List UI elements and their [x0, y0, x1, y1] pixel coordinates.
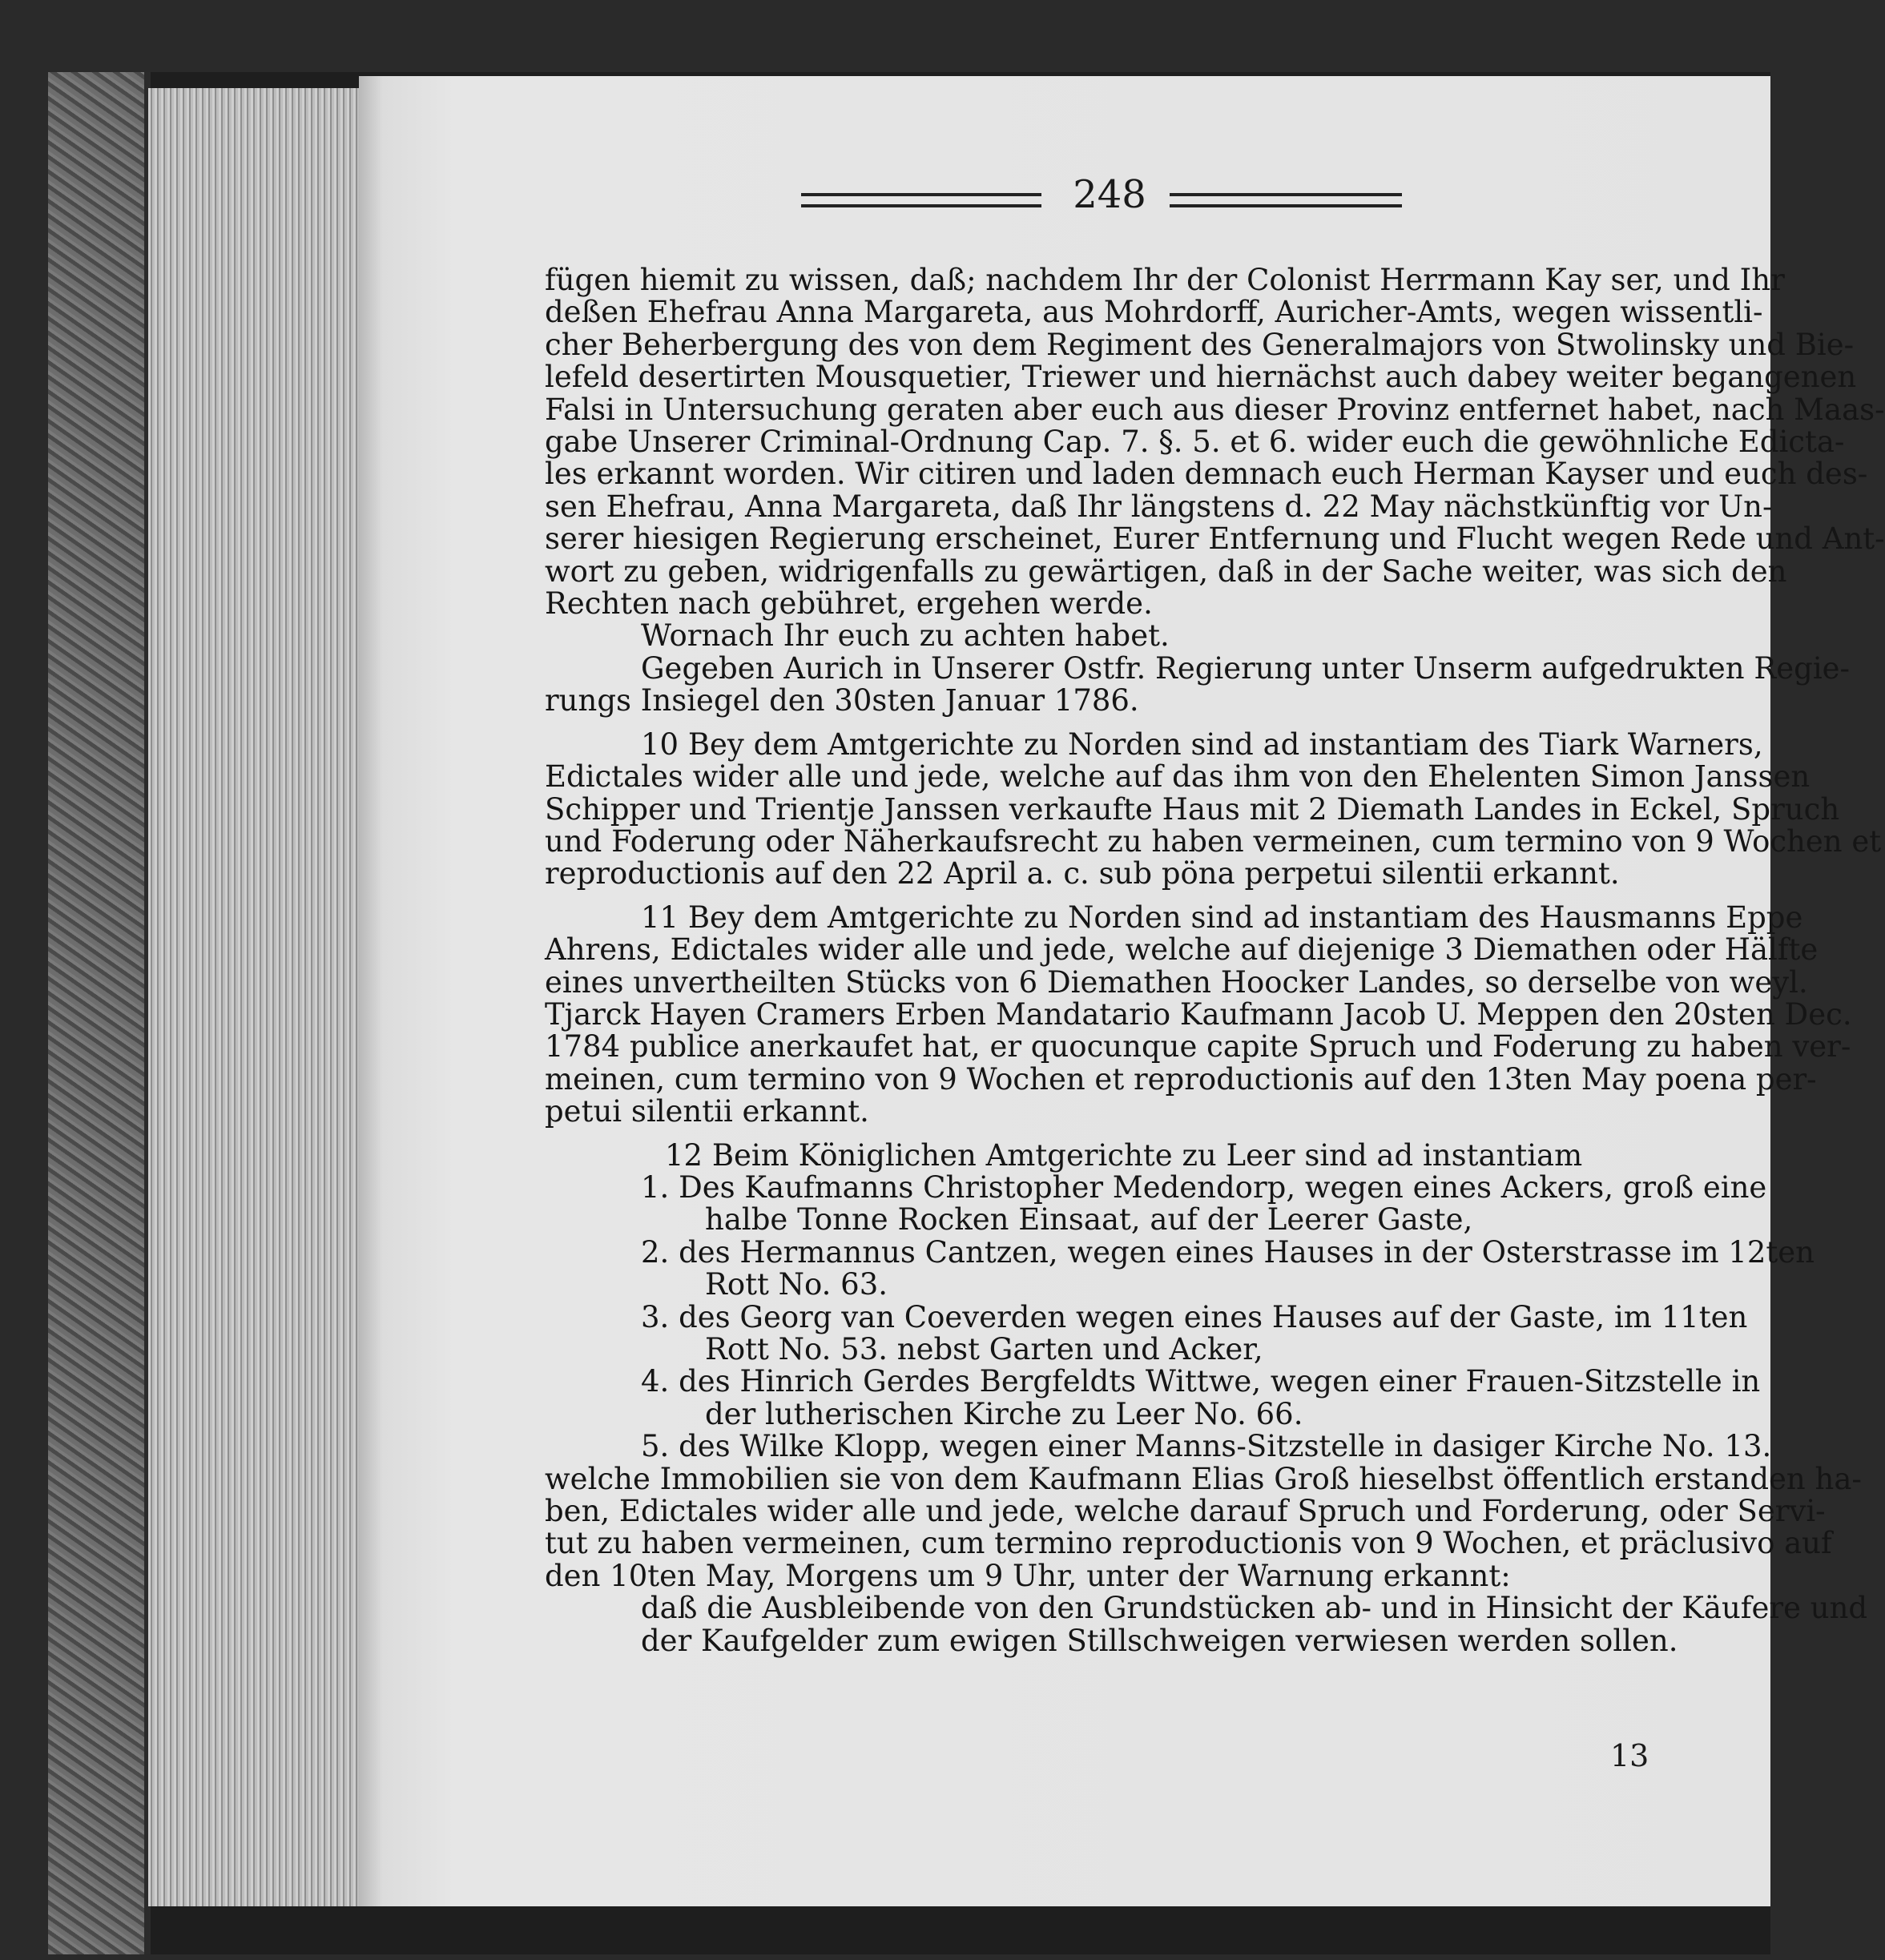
list-item-line: 5. des Wilke Klopp, wegen einer Manns-Sitzstelle in dasiger Kirche No. 13.: [641, 1429, 1772, 1464]
page-number: 248: [1073, 172, 1146, 217]
text-line: Schipper und Trientje Janssen verkaufte Haus mit 2 Diemath Landes in Eckel, Spruch: [545, 791, 1840, 827]
text-line: wort zu geben, widrigenfalls zu gewärtigen, daß in der Sache weiter, was sich den: [545, 553, 1787, 589]
text-line: ben, Edictales wider alle und jede, welche darauf Spruch und Forderung, oder Servi-: [545, 1494, 1826, 1529]
text-line: Tjarck Hayen Cramers Erben Mandatario Kaufmann Jacob U. Meppen den 20sten Dec.: [545, 996, 1852, 1032]
list-item-line: 1. Des Kaufmanns Christopher Medendorp, wegen eines Ackers, groß eine: [641, 1169, 1767, 1205]
list-item-line: 3. des Georg van Coeverden wegen eines Hauses auf der Gaste, im 11ten: [641, 1299, 1748, 1334]
entry-11-line: 11 Bey dem Amtgerichte zu Norden sind ad instantiam des Hausmanns Eppe: [641, 900, 1803, 935]
catchword: 13: [1610, 1738, 1649, 1773]
text-line: meinen, cum termino von 9 Wochen et reproductionis auf den 13ten May poena per-: [545, 1061, 1817, 1097]
text-line: rungs Insiegel den 30sten Januar 1786.: [545, 683, 1139, 718]
text-line: petui silentii erkannt.: [545, 1094, 869, 1129]
text-line: cher Beherbergung des von dem Regiment des Generalmajors von Stwolinsky und Bie-: [545, 327, 1855, 362]
text-line: halbe Tonne Rocken Einsaat, auf der Leerer Gaste,: [705, 1202, 1473, 1238]
header-rule-right: [1170, 193, 1402, 207]
text-line: tut zu haben vermeinen, cum termino reproductionis von 9 Wochen, et präclusivo auf: [545, 1526, 1832, 1561]
text-line: den 10ten May, Morgens um 9 Uhr, unter der Warnung erkannt:: [545, 1558, 1511, 1593]
list-item-line: 2. des Hermannus Cantzen, wegen eines Hauses in der Osterstrasse im 12ten: [641, 1234, 1815, 1270]
text-line: les erkannt worden. Wir citiren und laden demnach euch Herman Kayser und euch des-: [545, 457, 1868, 492]
text-line: Edictales wider alle und jede, welche auf das ihm von den Ehelenten Simon Janssen: [545, 759, 1810, 795]
text-line: Rott No. 53. nebst Garten und Acker,: [705, 1332, 1263, 1366]
text-line: Gegeben Aurich in Unserer Ostfr. Regierung unter Unserm aufgedrukten Regie-: [641, 650, 1851, 686]
text-line: daß die Ausbleibende von den Grundstücken ab- und in Hinsicht der Käufere und: [641, 1591, 1868, 1626]
text-line: 1784 publice anerkaufet hat, er quocunque capite Spruch und Foderung zu haben ver-: [545, 1029, 1851, 1065]
text-line: deßen Ehefrau Anna Margareta, aus Mohrdorff, Auricher-Amts, wegen wissentli-: [545, 295, 1763, 330]
text-line: eines unvertheilten Stücks von 6 Diemathen Hoocker Landes, so derselbe von weyl.: [545, 964, 1808, 1000]
text-line: Rott No. 63.: [705, 1267, 888, 1302]
entry-10-line: 10 Bey dem Amtgerichte zu Norden sind ad instantiam des Tiark Warners,: [641, 726, 1763, 762]
text-line: lefeld desertirten Mousquetier, Triewer und hiernächst auch dabey weiter begangenen: [545, 360, 1857, 395]
text-line: Ahrens, Edictales wider alle und jede, welche auf diejenige 3 Diemathen oder Hälfte: [545, 932, 1819, 968]
text-line: Rechten nach gebühret, ergehen werde.: [545, 586, 1153, 622]
book-cover: [48, 72, 151, 1954]
text-line: welche Immobilien sie von dem Kaufmann Elias Groß hieselbst öffentlich erstanden ha-: [545, 1461, 1862, 1496]
page-header: [801, 172, 1410, 220]
page-edges: [148, 88, 360, 1906]
list-item-line: 4. des Hinrich Gerdes Bergfeldts Wittwe, wegen einer Frauen-Sitzstelle in: [641, 1364, 1761, 1399]
text-line: gabe Unserer Criminal-Ordnung Cap. 7. §. 5. et 6. wider euch die gewöhnliche Edicta-: [545, 425, 1845, 460]
text-line: der lutherischen Kirche zu Leer No. 66.: [705, 1396, 1303, 1431]
text-line: Wornach Ihr euch zu achten habet.: [641, 618, 1170, 654]
text-line: fügen hiemit zu wissen, daß; nachdem Ihr der Colonist Herrmann Kay ser, und Ihr: [545, 263, 1785, 297]
text-line: Falsi in Untersuchung geraten aber euch aus dieser Provinz entfernet habet, nach Maas-: [545, 392, 1885, 427]
text-line: sen Ehefrau, Anna Margareta, daß Ihr längstens d. 22 May nächstkünftig vor Un-: [545, 489, 1773, 524]
text-line: und Foderung oder Näherkaufsrecht zu haben vermeinen, cum termino von 9 Wochen et: [545, 823, 1882, 859]
text-line: serer hiesigen Regierung erscheinet, Eurer Entfernung und Flucht wegen Rede und Ant-: [545, 521, 1885, 557]
header-rule-left: [801, 193, 1041, 207]
text-line: reproductionis auf den 22 April a. c. sub pöna perpetui silentii erkannt.: [545, 856, 1620, 891]
page-body: [545, 263, 1885, 1658]
text-line: der Kaufgelder zum ewigen Stillschweigen verwiesen werden sollen.: [641, 1623, 1678, 1658]
entry-12-line: 12 Beim Königlichen Amtgerichte zu Leer sind ad instantiam: [665, 1137, 1583, 1173]
